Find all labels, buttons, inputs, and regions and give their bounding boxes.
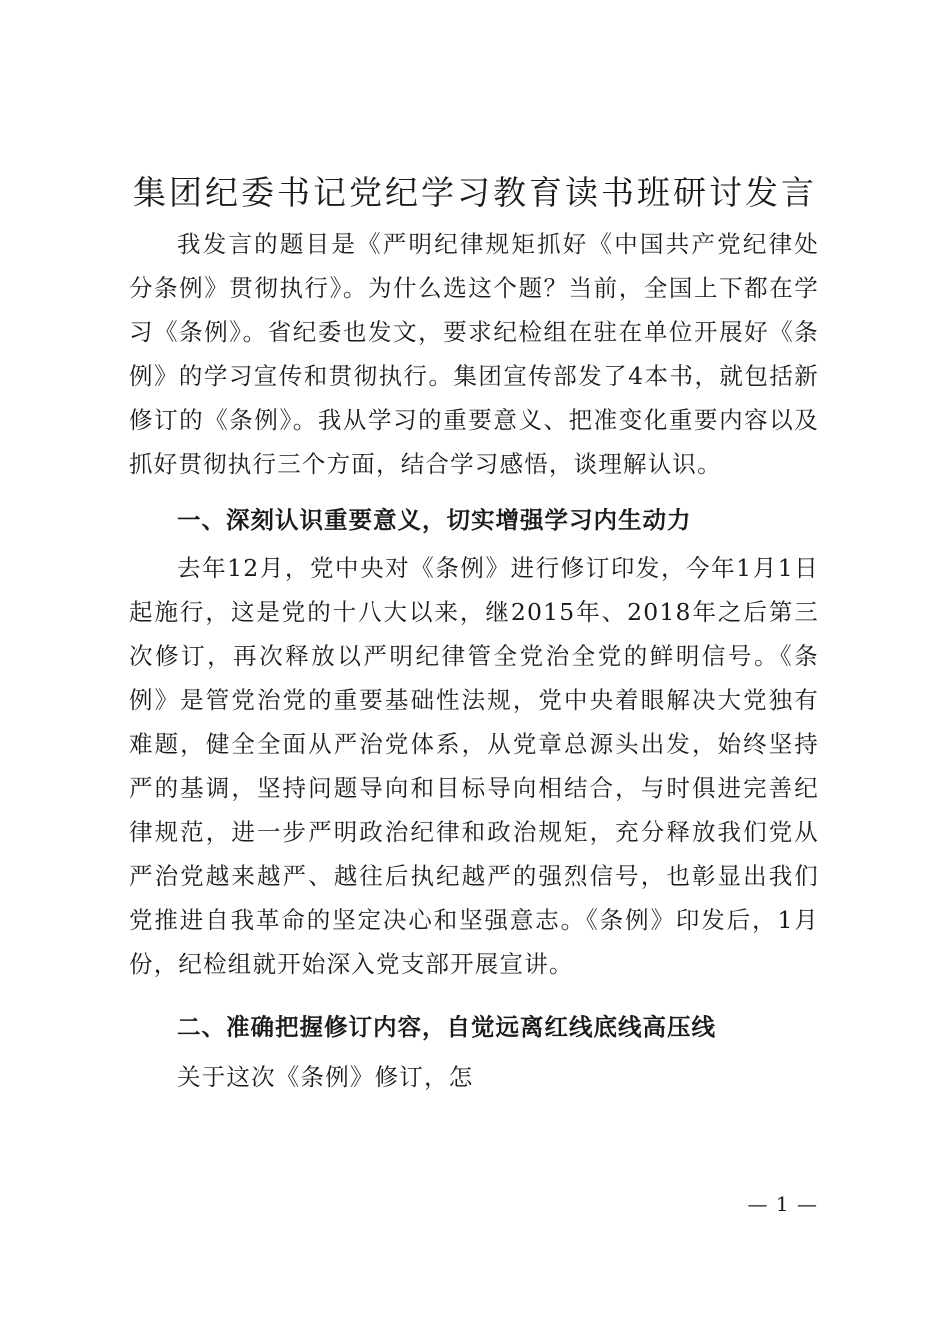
section-heading-1: 一、深刻认识重要意义，切实增强学习内生动力	[177, 506, 692, 534]
paragraph-section-2: 关于这次《条例》修订，怎	[177, 1063, 474, 1091]
document-title: 集团纪委书记党纪学习教育读书班研讨发言	[133, 173, 817, 212]
section-heading-2: 二、准确把握修订内容，自觉远离红线底线高压线	[177, 1013, 716, 1041]
page-number: — 1 —	[747, 1192, 818, 1216]
paragraph-section-1: 去年12月，党中央对《条例》进行修订印发，今年1月1日起施行，这是党的十八大以来，继2015年、2018年之后第三次修订，再次释放以严明纪律管全党治全党的鲜明信号。《条例》是管党治党的重要基础性法规，党中央着眼解决大党独有难题，健全全面从严治党体系，从党章总源头出发，始终坚持严的基调，坚持问题导向和目标导向相结合，与时俱进完善纪律规范，进一步严明政治纪律和政治规矩，充分释放我们党从严治党越来越严、越往后执纪越严的强烈信号，也彰显出我们党推进自我革命的坚定决心和坚强意志。《条例》印发后，1月份，纪检组就开始深入党支部开展宣讲。	[129, 554, 819, 978]
paragraph-intro: 我发言的题目是《严明纪律规矩抓好《中国共产党纪律处分条例》贯彻执行》。为什么选这个题？当前，全国上下都在学习《条例》。省纪委也发文，要求纪检组在驻在单位开展好《条例》的学习宣传和贯彻执行。集团宣传部发了4本书，就包括新修订的《条例》。我从学习的重要意义、把准变化重要内容以及抓好贯彻执行三个方面，结合学习感悟，谈理解认识。	[129, 230, 819, 478]
